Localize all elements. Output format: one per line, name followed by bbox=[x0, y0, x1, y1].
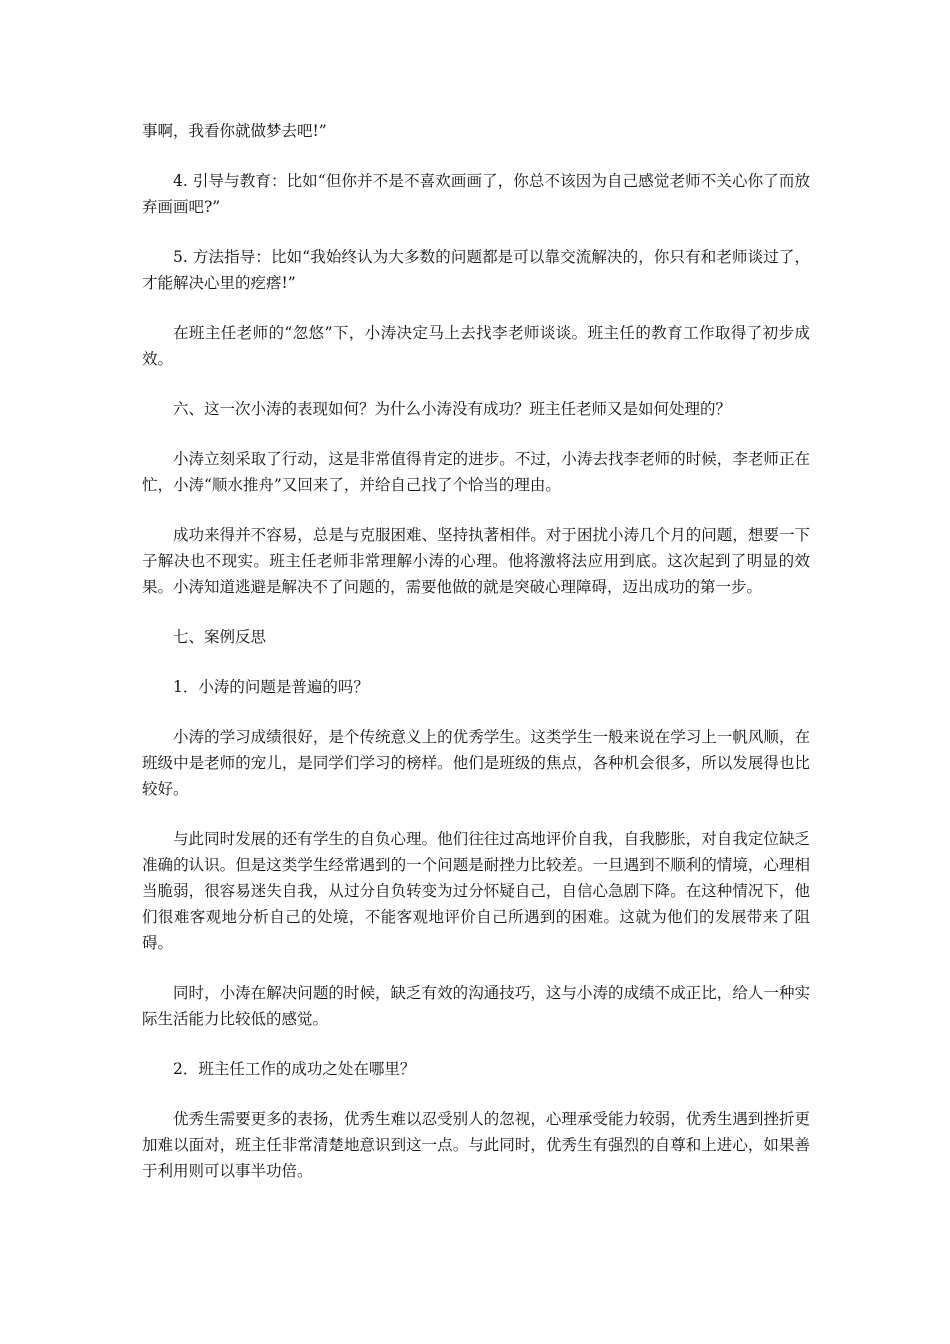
paragraph: 4. 引导与教育：比如“但你并不是不喜欢画画了，你总不该因为自己感觉老师不关心你了而放弃画画吧?” bbox=[142, 172, 810, 216]
section-heading: 七、案例反思 bbox=[173, 628, 267, 646]
paragraph: 与此同时发展的还有学生的自负心理。他们往往过高地评价自我，自我膨胀，对自我定位缺乏准确的认识。但是这类学生经常遇到的一个问题是耐挫力比较差。一旦遇到不顺利的情境，心理相当脆弱，很容易迷失自我，从过分自负转变为过分怀疑自己，自信心急剧下降。在这种情况下，他们很难客观地分析自己的处境，不能客观地评价自己所遇到的困难。这就为他们的发展带来了阻碍。 bbox=[142, 830, 810, 952]
paragraph: 事啊，我看你就做梦去吧!” bbox=[142, 122, 327, 140]
paragraph: 5. 方法指导：比如“我始终认为大多数的问题都是可以靠交流解决的，你只有和老师谈过了，才能解决心里的疙瘩!” bbox=[142, 248, 810, 292]
paragraph: 成功来得并不容易，总是与克服困难、坚持执著相伴。对于困扰小涛几个月的问题，想要一下子解决也不现实。班主任老师非常理解小涛的心理。他将激将法应用到底。这次起到了明显的效果。小涛知道逃避是解决不了问题的，需要他做的就是突破心理障碍，迈出成功的第一步。 bbox=[142, 526, 810, 596]
subsection-heading: 1．小涛的问题是普遍的吗？ bbox=[173, 678, 369, 696]
paragraph: 优秀生需要更多的表扬，优秀生难以忍受别人的忽视，心理承受能力较弱，优秀生遇到挫折更加难以面对，班主任非常清楚地意识到这一点。与此同时，优秀生有强烈的自尊和上进心，如果善于利用则可以事半功倍。 bbox=[142, 1110, 810, 1180]
paragraph: 小涛立刻采取了行动，这是非常值得肯定的进步。不过，小涛去找李老师的时候，李老师正在忙，小涛“顺水推舟”又回来了，并给自己找了个恰当的理由。 bbox=[142, 450, 810, 494]
paragraph: 同时，小涛在解决问题的时候，缺乏有效的沟通技巧，这与小涛的成绩不成正比，给人一种实际生活能力比较低的感觉。 bbox=[142, 984, 810, 1028]
section-heading: 六、这一次小涛的表现如何？为什么小涛没有成功？班主任老师又是如何处理的？ bbox=[173, 400, 732, 418]
paragraph: 在班主任老师的“忽悠”下，小涛决定马上去找李老师谈谈。班主任的教育工作取得了初步成效。 bbox=[142, 324, 810, 368]
document-page bbox=[142, 118, 810, 1208]
paragraph: 小涛的学习成绩很好，是个传统意义上的优秀学生。这类学生一般来说在学习上一帆风顺，在班级中是老师的宠儿，是同学们学习的榜样。他们是班级的焦点，各种机会很多，所以发展得也比较好。 bbox=[142, 728, 810, 798]
subsection-heading: 2．班主任工作的成功之处在哪里？ bbox=[173, 1060, 416, 1078]
